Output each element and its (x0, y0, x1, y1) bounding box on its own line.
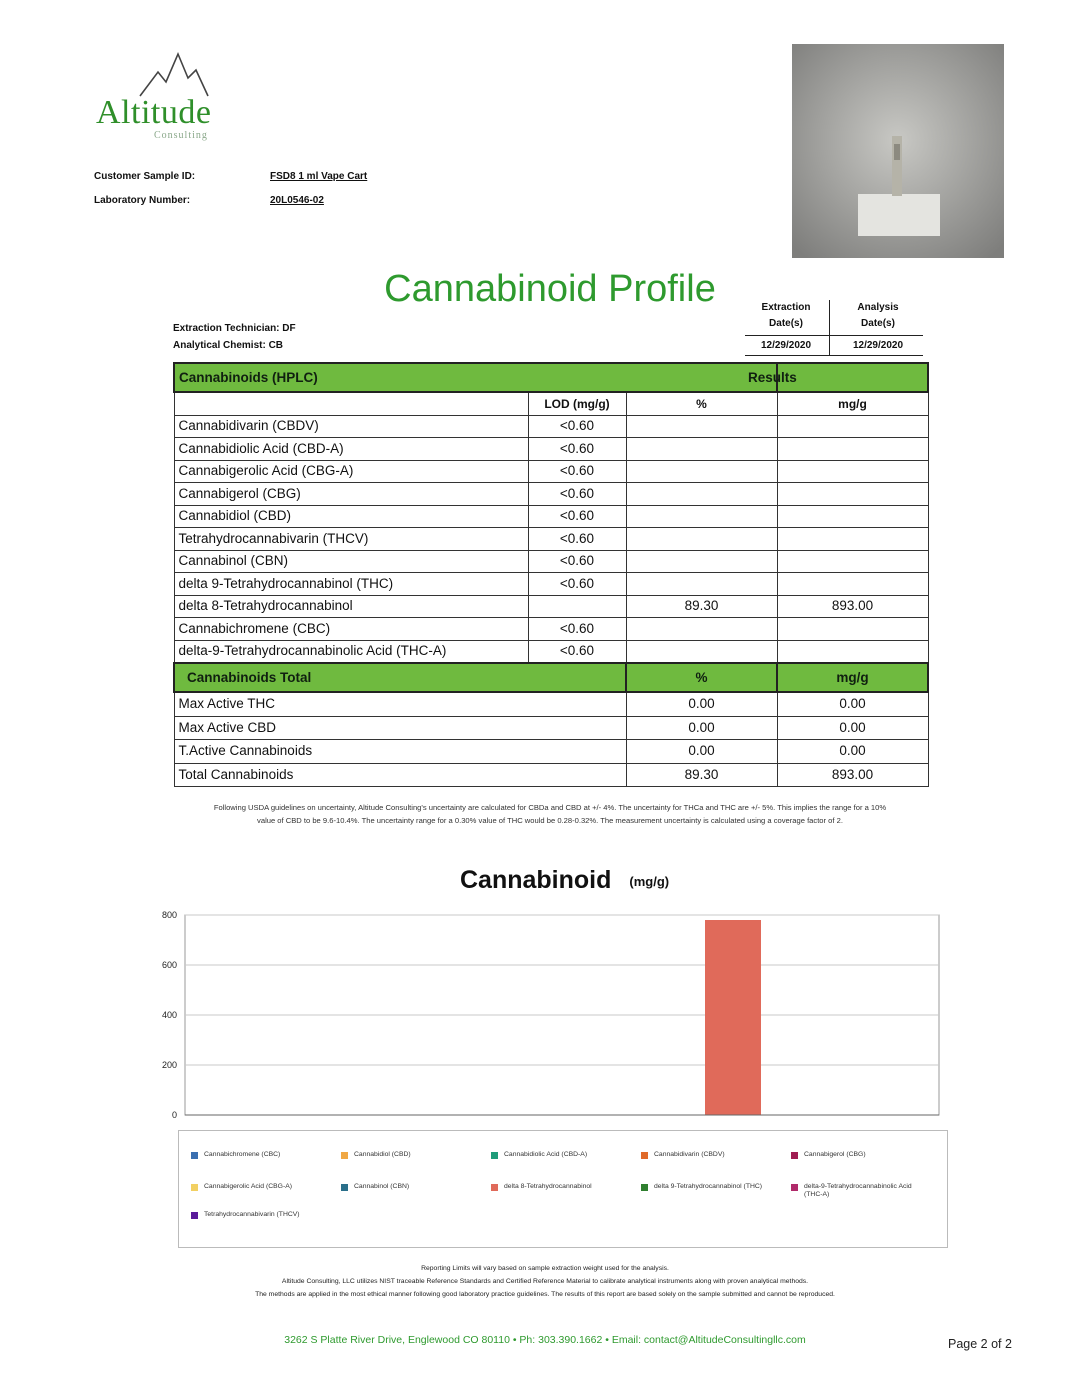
percent-value (626, 640, 777, 663)
y-tick-label: 400 (161, 1010, 177, 1020)
percent-value (626, 483, 777, 506)
company-logo (92, 48, 234, 146)
sample-photo (792, 44, 1004, 258)
lod-value: <0.60 (528, 573, 626, 596)
lod-value: <0.60 (528, 483, 626, 506)
percent-value (626, 505, 777, 528)
uncertainty-note: Following USDA guidelines on uncertainty, Altitude Consulting's uncertainty are calculated for CBDa and CBD at +/- 4%. The uncertainty for THCa and THC are +/- 5%. This implies the range for a 10% value of CBD to be 9.6-10.4%. The uncertainty range for a 0.30% value of THC would be 0.28-0.32%. The measurement uncertainty is calculated using a coverage factor of 2. (213, 803, 887, 825)
total-mgg: 0.00 (777, 716, 928, 740)
totals-row (174, 692, 928, 716)
extraction-date-header-2: Date(s) (769, 318, 803, 329)
mgg-value: 893.00 (777, 595, 928, 618)
extraction-date-header-1: Extraction (761, 302, 811, 313)
cannabinoid-name: delta 9-Tetrahydrocannabinol (THC) (174, 573, 528, 596)
legend-swatch (791, 1152, 798, 1159)
col-mgg-header: mg/g (777, 392, 928, 415)
table-row (174, 528, 928, 551)
chart-legend (178, 1130, 948, 1248)
cannabinoid-name: Cannabigerol (CBG) (174, 483, 528, 506)
lod-value (528, 595, 626, 618)
table-row (174, 483, 928, 506)
legend-label: Cannabinol (CBN) (354, 1183, 410, 1190)
cannabinoid-results-table (173, 362, 929, 787)
company-address: 3262 S Platte River Drive, Englewood CO 80110 • Ph: 303.390.1662 • Email: contact@AltitudeConsultingllc.com (284, 1334, 806, 1346)
table-row (174, 573, 928, 596)
table-row (174, 415, 928, 438)
total-name: Max Active THC (174, 692, 626, 716)
extraction-date: 12/29/2020 (760, 340, 812, 351)
percent-value (626, 550, 777, 573)
bar-delta-8-tetrahydrocannabinol (705, 920, 761, 1115)
logo-wordmark: Altitude (96, 94, 212, 131)
mgg-value (777, 618, 928, 641)
percent-value (626, 415, 777, 438)
legend-swatch (641, 1152, 648, 1159)
table-row (174, 505, 928, 528)
table-row (174, 618, 928, 641)
legend-label: Tetrahydrocannabivarin (THCV) (204, 1211, 300, 1218)
cannabinoid-name: Tetrahydrocannabivarin (THCV) (174, 528, 528, 551)
logo-subtitle: Consulting (154, 130, 208, 141)
chart-title (460, 866, 760, 895)
cannabinoid-name: Cannabinol (CBN) (174, 550, 528, 573)
total-mgg: 893.00 (777, 763, 928, 787)
lab-number-label: Laboratory Number: (94, 195, 191, 206)
extraction-technician: Extraction Technician: DF (173, 323, 296, 334)
lod-value: <0.60 (528, 438, 626, 461)
mgg-value (777, 550, 928, 573)
y-tick-label: 200 (161, 1060, 177, 1070)
chart-title-text: Cannabinoid (460, 866, 612, 894)
analysis-date-header-1: Analysis (857, 302, 899, 313)
legend-label: Cannabidiol (CBD) (354, 1151, 411, 1158)
cannabinoid-name: delta-9-Tetrahydrocannabinolic Acid (THC-A) (174, 640, 528, 663)
percent-value (626, 438, 777, 461)
lab-number-value: 20L0546-02 (270, 195, 324, 206)
y-tick-label: 600 (161, 960, 177, 970)
lod-value: <0.60 (528, 618, 626, 641)
footer-line-3: The methods are applied in the most ethical manner following good laboratory practice guidelines. The results of this report are based solely on the sample submitted and cannot be reproduced. (255, 1291, 835, 1298)
total-name: T.Active Cannabinoids (174, 740, 626, 764)
cannabinoid-name: delta 8-Tetrahydrocannabinol (174, 595, 528, 618)
table-row (174, 460, 928, 483)
y-tick-label: 800 (161, 910, 177, 920)
legend-label: Cannabigerolic Acid (CBG-A) (204, 1183, 293, 1190)
totals-row (174, 716, 928, 740)
analysis-date: 12/29/2020 (852, 340, 904, 351)
mgg-value (777, 640, 928, 663)
legend-label: delta 8-Tetrahydrocannabinol (504, 1183, 592, 1190)
table-row (174, 438, 928, 461)
mgg-value (777, 528, 928, 551)
footer-line-2: Altitude Consulting, LLC utilizes NIST traceable Reference Standards and Certified Reference Material to calibrate analytical instruments along with proven analytical methods. (281, 1278, 809, 1285)
totals-pct-header: % (626, 663, 777, 692)
footer-text (160, 1262, 930, 1301)
percent-value (626, 460, 777, 483)
cannabinoid-name: Cannabichromene (CBC) (174, 618, 528, 641)
table-row (174, 550, 928, 573)
legend-label: Cannabichromene (CBC) (204, 1151, 281, 1158)
lod-value: <0.60 (528, 505, 626, 528)
lod-value: <0.60 (528, 640, 626, 663)
legend-swatch (791, 1184, 798, 1191)
cannabinoid-name: Cannabidivarin (CBDV) (174, 415, 528, 438)
mgg-value (777, 573, 928, 596)
legend-swatch (191, 1152, 198, 1159)
cannabinoid-name: Cannabidiolic Acid (CBD-A) (174, 438, 528, 461)
legend-label: delta 9-Tetrahydrocannabinol (THC) (654, 1183, 763, 1190)
page-title: Cannabinoid Profile (384, 268, 716, 310)
column-header-row (174, 392, 928, 415)
bar-chart (150, 902, 950, 1122)
section-header-row (174, 363, 928, 392)
total-name: Max Active CBD (174, 716, 626, 740)
customer-sample-value: FSD8 1 ml Vape Cart (270, 171, 368, 182)
lod-value: <0.60 (528, 528, 626, 551)
legend-swatch (491, 1152, 498, 1159)
percent-value: 89.30 (626, 595, 777, 618)
legend-label: Cannabidivarin (CBDV) (654, 1151, 725, 1158)
mgg-value (777, 460, 928, 483)
total-name: Total Cannabinoids (174, 763, 626, 787)
total-mgg: 0.00 (777, 740, 928, 764)
mgg-value (777, 438, 928, 461)
footer-line-1: Reporting Limits will vary based on sample extraction weight used for the analysis. (421, 1265, 669, 1272)
percent-value (626, 528, 777, 551)
col-pct-header: % (626, 392, 777, 415)
legend-swatch (341, 1184, 348, 1191)
legend-swatch (341, 1152, 348, 1159)
totals-label: Cannabinoids Total (174, 663, 626, 692)
analytical-chemist: Analytical Chemist: CB (173, 340, 284, 351)
legend-label: Cannabigerol (CBG) (804, 1151, 866, 1158)
table-row (174, 640, 928, 663)
section-label: Cannabinoids (HPLC) (174, 363, 777, 392)
cannabinoid-name: Cannabigerolic Acid (CBG-A) (174, 460, 528, 483)
chart-unit: (mg/g) (629, 873, 670, 889)
totals-row (174, 740, 928, 764)
mgg-value (777, 505, 928, 528)
legend-label: delta-9-Tetrahydrocannabinolic Acid (THC-A) (804, 1183, 912, 1198)
total-mgg: 0.00 (777, 692, 928, 716)
total-percent: 0.00 (626, 692, 777, 716)
legend-swatch (191, 1212, 198, 1219)
lod-value: <0.60 (528, 415, 626, 438)
mgg-value (777, 483, 928, 506)
lod-value: <0.60 (528, 550, 626, 573)
results-label: Results (777, 363, 928, 392)
percent-value (626, 573, 777, 596)
y-tick-label: 0 (171, 1110, 177, 1120)
totals-mgg-header: mg/g (777, 663, 928, 692)
totals-header-row (174, 663, 928, 692)
total-percent: 0.00 (626, 740, 777, 764)
legend-swatch (491, 1184, 498, 1191)
lod-value: <0.60 (528, 460, 626, 483)
legend-swatch (191, 1184, 198, 1191)
page-number: Page 2 of 2 (948, 1337, 1012, 1351)
total-percent: 0.00 (626, 716, 777, 740)
mgg-value (777, 415, 928, 438)
legend-label: Cannabidiolic Acid (CBD-A) (504, 1151, 588, 1158)
customer-sample-label: Customer Sample ID: (94, 171, 196, 182)
col-lod-header: LOD (mg/g) (528, 392, 626, 415)
totals-row (174, 763, 928, 787)
percent-value (626, 618, 777, 641)
total-percent: 89.30 (626, 763, 777, 787)
analysis-date-header-2: Date(s) (861, 318, 895, 329)
legend-swatch (641, 1184, 648, 1191)
cannabinoid-name: Cannabidiol (CBD) (174, 505, 528, 528)
table-row (174, 595, 928, 618)
